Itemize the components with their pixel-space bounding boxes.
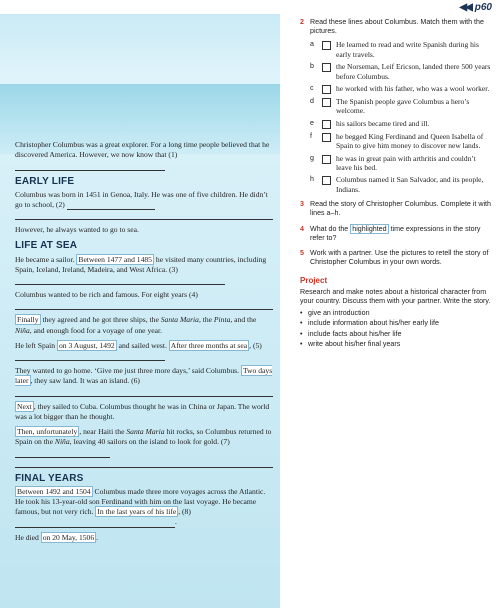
task-5: 5 Work with a partner. Use the pictures to retell the story of Christopher Columbus in your own words.	[300, 249, 489, 267]
heading-final-years: FINAL YEARS	[15, 472, 84, 484]
life-at-sea-p1: He became a sailor. Between 1477 and 1485 he visited many countries, including Spain, Iceland, Ireland, Madeira, and West Africa. (3)	[15, 255, 273, 286]
life-at-sea-p7: Then, unfortunately , near Haiti the Santa Maria hit rocks, so Columbus returned to Spain on the Niña, leaving 40 sailors on the island to look for gold. (7)	[15, 427, 273, 468]
highlight-time-expression: Two days later	[15, 366, 273, 386]
project-bullet-list	[300, 309, 492, 349]
life-at-sea-p4: He left Spain on 3 August, 1492 and sailed west. After three months at sea , (5)	[15, 341, 273, 361]
task-number: 3	[300, 200, 304, 209]
gap-1[interactable]	[15, 162, 165, 171]
match-row-e: e his sailors became tired and ill.	[310, 118, 430, 128]
highlight-time-expression: Finally	[17, 315, 39, 325]
gap-3[interactable]	[15, 276, 225, 285]
highlight-time-expression: Next	[17, 401, 32, 411]
gap-8[interactable]	[15, 519, 175, 528]
gap-7[interactable]	[15, 449, 110, 458]
task-4: 4 What do the highlighted time expressions in the story refer to?	[300, 224, 481, 242]
match-row-a: a He learned to read and write Spanish during his early travels.	[310, 40, 479, 59]
heading-early-life: EARLY LIFE	[15, 175, 75, 187]
list-item: • include information about his/her early life	[300, 319, 492, 328]
answer-checkbox[interactable]	[322, 155, 331, 164]
highlight-time-expression: After three months at sea	[170, 340, 248, 350]
highlight-time-expression: Between 1477 and 1485	[78, 254, 152, 264]
answer-checkbox[interactable]	[322, 176, 331, 185]
match-row-h: h Columbus named it San Salvador, and its people, Indians.	[310, 175, 484, 194]
back-arrows-icon: ◀◀	[459, 2, 471, 13]
answer-checkbox[interactable]	[322, 41, 331, 50]
project-text: Research and make notes about a historical character from your country. Discuss them with your partner. Write the story.	[300, 287, 491, 305]
gap-2[interactable]	[67, 201, 155, 210]
final-years-p1: Between 1492 and 1504 Columbus made three more voyages across the Atlantic. He took his 13-year-old son Ferdinand with him on the last voyage. He became famous, but not very rich. In the last years of his life , (8) .	[15, 486, 266, 527]
life-at-sea-p6: Next , they sailed to Cuba. Columbus thought he was in China or Japan. The world was a lot bigger than he thought.	[15, 401, 270, 421]
match-list	[310, 40, 492, 194]
highlight-time-expression: on 3 August, 1492	[58, 340, 115, 350]
early-life-p2: However, he always wanted to go to sea.	[15, 225, 139, 235]
list-item: • include facts about his/her life	[300, 330, 492, 339]
heading-life-at-sea: LIFE AT SEA	[15, 240, 78, 252]
match-row-b: b the Norseman, Leif Ericson, landed there 500 years before Columbus.	[310, 62, 491, 81]
gap-6[interactable]	[15, 388, 273, 397]
page-number: p60	[474, 2, 492, 13]
tasks-column	[300, 18, 492, 350]
match-row-d: d The Spanish people gave Columbus a hero’s welcome.	[310, 97, 470, 116]
answer-checkbox[interactable]	[322, 98, 331, 107]
story-text	[15, 140, 273, 548]
match-row-f: f he begged King Ferdinand and Queen Isabella of Spain to give him money to discover new lands.	[310, 131, 484, 151]
task-2: 2 Read these lines about Columbus. Match them with the pictures. a He learned to read and write Spanish during his early travels. b the Norseman, Leif Ericson, landed there 500 years before Columbus. c he worked with his father, who was a wool worker. d The Spanish people gave Columbus a hero’s welcome. e his sailors became tired and ill. f he begged King Ferdinand and Queen Isabella of Spain to give him money to discover new lands. g he was in great pain with arthritis and couldn’t leave his bed. h Columbus named it San Salvador, and its people, Indians.	[300, 18, 491, 194]
page-reference	[459, 2, 492, 13]
task-number: 4	[300, 224, 304, 233]
gap-4[interactable]	[15, 301, 273, 310]
project-heading: Project	[300, 275, 328, 285]
answer-checkbox[interactable]	[322, 63, 331, 72]
highlight-time-expression: Then, unfortunately	[17, 427, 78, 437]
answer-checkbox[interactable]	[322, 133, 331, 142]
intro-paragraph: Christopher Columbus was a great explorer. For a long time people believed that he discovered America. However, we now know that (1)	[15, 140, 273, 171]
match-row-c: c he worked with his father, who was a wool worker.	[310, 84, 490, 94]
life-at-sea-p3: Finally they agreed and he got three ships, the Santa Maria, the Pinta, and the Niña, and enough food for a voyage of one year.	[15, 315, 257, 335]
life-at-sea-p2: Columbus wanted to be rich and famous. For eight years (4)	[15, 290, 273, 310]
life-at-sea-p5: They wanted to go home. ‘Give me just three more days,’ said Columbus. Two days later , they saw land. It was an island. (6)	[15, 366, 273, 396]
match-row-g: g he was in great pain with arthritis and couldn’t leave his bed.	[310, 153, 476, 173]
task-number: 2	[300, 18, 304, 26]
highlight-time-expression: In the last years of his life	[97, 507, 177, 517]
answer-checkbox[interactable]	[322, 120, 331, 129]
gap-5[interactable]	[15, 352, 165, 361]
answer-checkbox[interactable]	[322, 85, 331, 94]
list-item: • write about his/her final years	[300, 340, 492, 349]
task-number: 5	[300, 249, 304, 258]
final-years-p2: He died on 20 May, 1506 .	[15, 532, 99, 542]
early-life-p1: Columbus was born in 1451 in Genoa, Italy. He was one of five children. He didn’t go to school, (2)	[15, 190, 273, 220]
top-bar	[0, 0, 500, 14]
highlight-sample: highlighted	[352, 224, 387, 233]
list-item: • give an introduction	[300, 309, 492, 318]
task-3: 3 Read the story of Christopher Columbus. Complete it with lines a–h.	[300, 200, 491, 218]
highlight-time-expression: Between 1492 and 1504	[17, 486, 91, 496]
highlight-time-expression: on 20 May, 1506	[42, 532, 95, 542]
